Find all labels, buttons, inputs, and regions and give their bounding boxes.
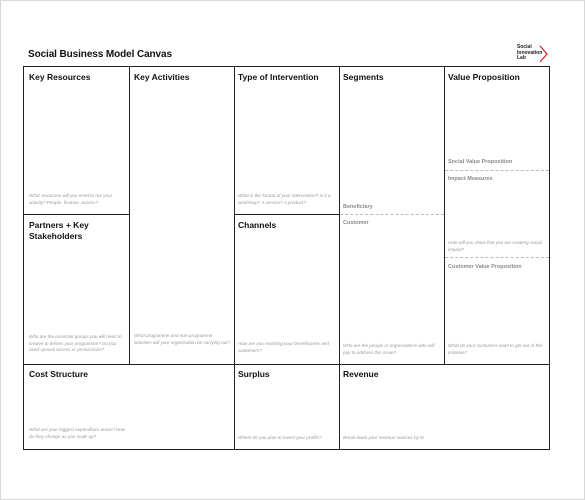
logo-line-1: Social (517, 44, 532, 50)
partners-heading: Partners + Key Stakeholders (29, 220, 89, 241)
surplus-block (235, 365, 339, 449)
segments-hint: Who are the people or organisations who will pay to address this issue? (343, 343, 435, 355)
segments-block (340, 67, 444, 364)
logo-line-3: Lab (517, 55, 526, 61)
social-innovation-lab-logo (517, 45, 549, 67)
logo-arrow-icon (539, 45, 549, 63)
impact-measures-hint: How will you show that you are creating social impact? (448, 240, 542, 252)
customer-value-hint: What do your customers want to get out of this initiative? (448, 343, 543, 355)
key-activities-heading: Key Activities (134, 72, 190, 82)
surplus-hint: Where do you plan to invest your profits? (238, 435, 322, 440)
value-proposition-heading: Value Proposition (448, 72, 520, 82)
business-model-canvas (23, 66, 550, 450)
value-proposition-block (445, 67, 549, 364)
channels-block (235, 215, 339, 364)
social-value-proposition-label: Social Value Proposition (448, 159, 513, 165)
surplus-heading: Surplus (238, 369, 270, 379)
channels-heading: Channels (238, 220, 277, 230)
revenue-block (340, 365, 549, 449)
partners-block (24, 215, 129, 364)
key-resources-heading: Key Resources (29, 72, 91, 82)
customer-value-proposition-label: Customer Value Proposition (448, 264, 522, 270)
beneficiary-label: Beneficiary (343, 204, 373, 210)
revenue-heading: Revenue (343, 369, 379, 379)
key-activities-hint: What programme and non-programme activities will your organisation be carrying out? (134, 333, 231, 345)
segments-heading: Segments (343, 72, 384, 82)
cost-structure-heading: Cost Structure (29, 369, 89, 379)
key-resources-hint: What resources will you need to run your activity? People, finance, access? (29, 193, 113, 205)
page-title: Social Business Model Canvas (28, 49, 172, 60)
cost-structure-hint: What are your biggest expenditure areas? How do they change as you scale up? (29, 427, 126, 439)
type-of-intervention-heading: Type of Intervention (238, 72, 319, 82)
partners-hint: Who are the essential groups you will need to involve to deliver your programme? Do you need special access or permissions? (29, 334, 122, 352)
key-activities-block (130, 67, 234, 364)
logo-line-2: Innovation (517, 49, 543, 56)
type-of-intervention-hint: What is the format of your intervention? Is it a workshop? A service? A product? (238, 193, 331, 205)
cost-structure-block (24, 365, 234, 449)
key-resources-block (24, 67, 129, 214)
impact-measures-label: Impact Measures (448, 176, 493, 182)
type-of-intervention-block (235, 67, 339, 214)
channels-hint: How are you reaching your beneficiaries and customers? (238, 341, 329, 353)
customer-label: Customer (343, 220, 369, 226)
revenue-hint: Break down your revenue sources by % (343, 435, 425, 440)
